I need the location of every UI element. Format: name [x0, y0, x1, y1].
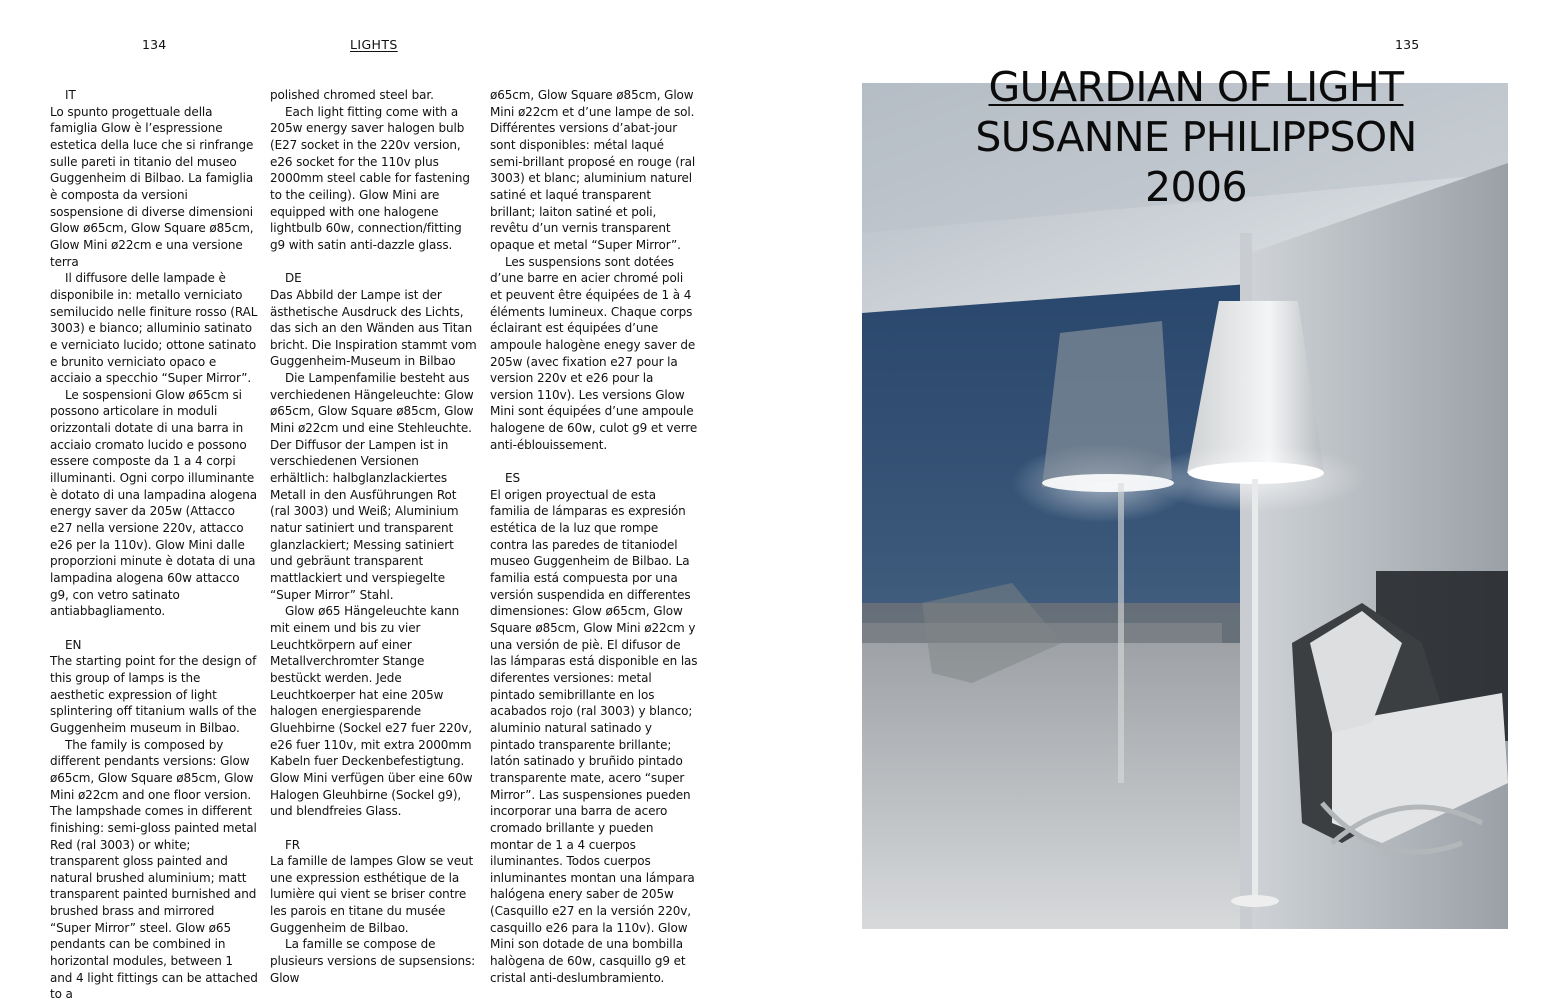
page-number-left: 134 [142, 37, 167, 52]
paragraph-de-3: Glow ø65 Hängeleuchte kann mit einem und bis zu vier Leuchtkörpern auf einer Metallverchromter Stange bestückt werden. Jede Leuchtkoerper hat eine 205w halogen energiesparende Gluehbirne (Sockel e27 fuer 220v, e26 fuer 110v, mit extra 2000mm Kabeln fuer Deckenbefestigtung. Glow Mini verfügen über eine 60w Halogen Gleuhbirne (Sockel g9), und blendfreies Glass. [270, 604, 473, 819]
page-number-right: 135 [1395, 37, 1420, 52]
language-label-en: EN [65, 637, 82, 652]
headline-designer: SUSANNE PHILIPPSON [975, 113, 1417, 161]
text-column-2 [270, 87, 478, 986]
paragraph-es-1: El origen proyectual de esta familia de lámparas es expresión estética de la luz que rompe contra las paredes de titaniodel museo Guggenheim de Bilbao. La familia está compuesta por una versión suspendida en differentes dimensiones: Glow ø65cm, Glow Square ø85cm, Glow Mini ø22cm y una versión de piè. El difusor de las lámparas está disponible en las diferentes versiones: metal pintado semibrillante en los acabados rojo (ral 3003) y blanco; aluminio natural satinado y pintado transparente brillante; latón satinado y bruñido pintado transparente mate, acero “super Mirror”. Las suspensiones pueden incorporar una barra de acero cromado brillante y pueden montar de 1 a 4 cuerpos iluminantes. Todos cuerpos inluminantes montan una lámpara halógena enery saber de 205w (Casquillo e27 en la versión 220v, casquillo e26 para la 110v). Glow Mini son dotade de una bombilla halògena de 60w, casquillo g9 et cristal anti-deslumbramiento. [490, 487, 698, 985]
paragraph-de-2: Die Lampenfamilie besteht aus verchiedenen Hängeleuchte: Glow ø65cm, Glow Square ø85cm, Glow Mini ø22cm und eine Stehleuchte. Der Diffusor der Lampen ist in verschiedenen Versionen erhältlich: halbglanzlackiertes Metall in den Ausführungen Rot (ral 3003) und Weiß; Aluminium natur satiniert und transparent glanzlackiert; Messing satiniert und gebräunt transparent mattlackiert und verspiegelte “Super Mirror” Stahl. [270, 371, 474, 602]
section-title: LIGHTS [350, 37, 398, 52]
headline-title: GUARDIAN OF LIGHT [988, 63, 1404, 111]
paragraph-fr-2: La famille se compose de plusieurs versions de supsensions: Glow [270, 937, 476, 985]
text-column-1 [50, 87, 258, 1003]
language-label-fr: FR [285, 837, 301, 852]
paragraph-fr-1: La famille de lampes Glow se veut une expression esthétique de la lumière qui vient se briser contre les parois en titane du musée Guggenheim de Bilbao. [270, 854, 474, 935]
paragraph-en-3: Each light fitting come with a 205w energy saver halogen bulb (E27 socket in the 220v version, e26 socket for the 110v plus 2000mm steel cable for fastening to the ceiling). Glow Mini are equipped with one halogene lightbulb 60w, connection/fitting g9 with satin anti-dazzle glass. [270, 104, 470, 252]
paragraph-fr-3: Les suspensions sont dotées d’une barre en acier chromé poli et peuvent être équipées de 1 à 4 éléments lumineux. Chaque corps éclairant est équipées d’une ampoule halogène enegy saver de 205w (avec fixation e27 pour la version 220v et e26 pour la version 110v). Les versions Glow Mini sont équipées d’une ampoule halogene de 60w, culot g9 et verre anti-éblouissement. [490, 254, 698, 452]
paragraph-fr-2-continued: ø65cm, Glow Square ø85cm, Glow Mini ø22cm et d’une lampe de sol. Différentes versions d’abat-jour sont disponibles: métal laqué semi-brillant proposé en rouge (ral 3003) et blanc; aluminium naturel satiné et laqué transparent brillant; laiton satiné et poli, revêtu d’un vernis transparent opaque et metal “Super Mirror”. [490, 88, 696, 252]
language-label-es: ES [505, 471, 520, 486]
paragraph-en-2-continued: polished chromed steel bar. [270, 88, 434, 102]
language-label-de: DE [285, 271, 302, 286]
paragraph-en-1: The starting point for the design of this group of lamps is the aesthetic expression of light splintering off titanium walls of the Guggenheim museum in Bilbao. [50, 654, 257, 735]
text-column-3 [490, 87, 698, 986]
paragraph-it-3: Le sospensioni Glow ø65cm si possono articolare in moduli orizzontali dotate di una barra in acciaio cromato lucido e possono essere composte da 1 a 4 corpi illuminanti. Ogni corpo illuminante è dotato di una lampadina alogena energy saver da 205w (Attacco e27 nella versione 220v, attacco e26 per la 110v). Glow Mini dalle proporzioni minute è dotata di una lampadina alogena 60w attacco g9, con vetro satinato antiabbagliamento. [50, 387, 257, 619]
paragraph-it-2: Il diffusore delle lampade è disponibile in: metallo verniciato semilucido nelle finiture rosso (RAL 3003) e bianco; alluminio satinato e verniciato lucido; ottone satinato e brunito verniciato opaco e acciaio a specchio “Super Mirror”. [50, 271, 258, 386]
paragraph-en-2: The family is composed by different pendants versions: Glow ø65cm, Glow Square ø85cm, Glow Mini ø22cm and one floor version. The lampshade comes in different finishing: semi-gloss painted metal Red (ral 3003) or white; transparent gloss painted and natural brushed aluminium; matt transparent painted burnished and brushed brass and mirrored “Super Mirror” steel. Glow ø65 pendants can be combined in horizontal modules, between 1 and 4 light fittings can be attached to a [50, 737, 258, 1002]
headline [960, 62, 1432, 212]
language-label-it: IT [65, 88, 76, 102]
headline-year: 2006 [1145, 163, 1247, 211]
paragraph-de-1: Das Abbild der Lampe ist der ästhetische Ausdruck des Lichts, das sich an den Wänden aus Titan bricht. Die Inspiration stammt vom Guggenheim-Museum in Bilbao [270, 287, 477, 369]
paragraph-it-1: Lo spunto progettuale della famiglia Glow è l’espressione estetica della luce che si rinfrange sulle pareti in titanio del museo Guggenheim di Bilbao. La famiglia è composta da versioni sospensione di diverse dimensioni Glow ø65cm, Glow Square ø85cm, Glow Mini ø22cm e una versione terra [50, 104, 254, 269]
